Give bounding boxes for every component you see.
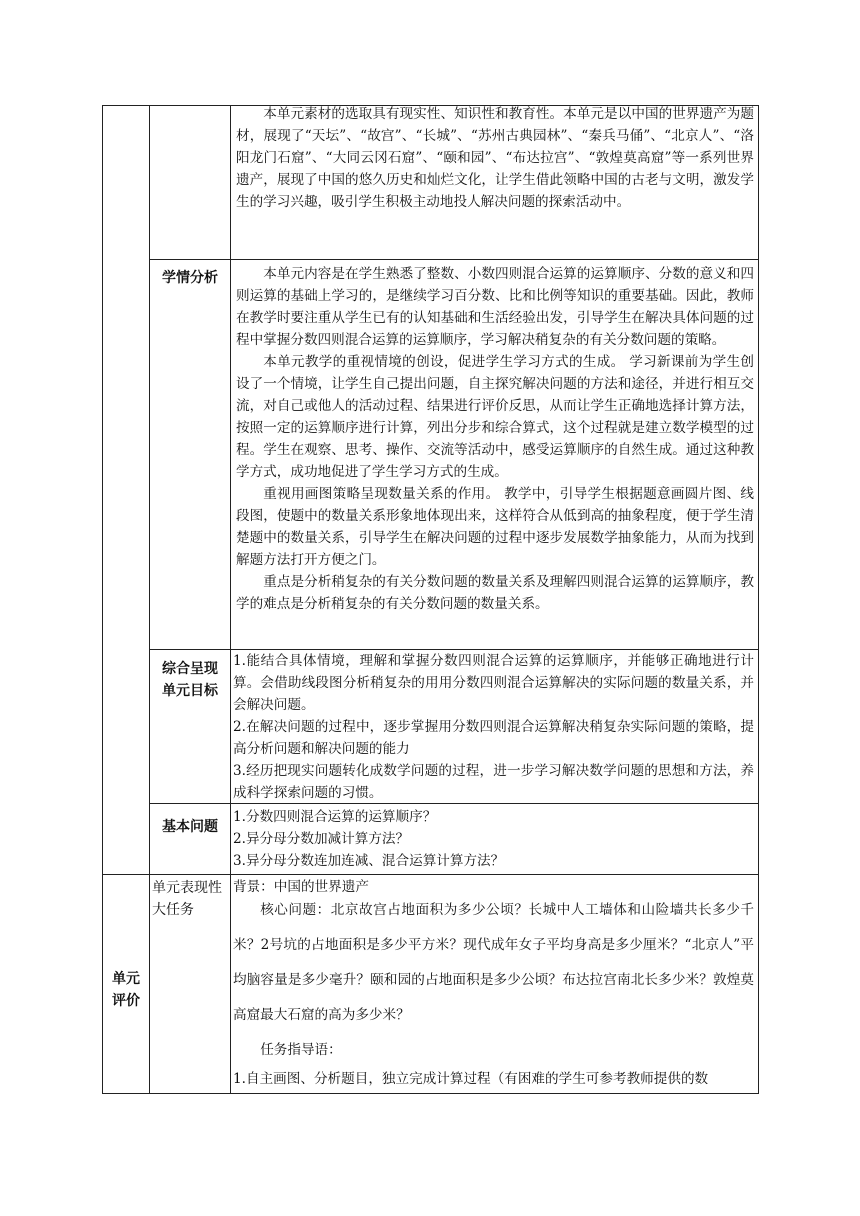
unit-goals-label-line1: 综合呈现 xyxy=(162,661,218,677)
basic-questions-label-text: 基本问题 xyxy=(162,819,218,835)
learning-analysis-paragraph-4: 重点是分析稍复杂的有关分数问题的数量关系及理解四则混合运算的运算顺序，教学的难点是分析稍复杂的有关分数问题的数量关系。 xyxy=(236,574,754,612)
performance-task-label xyxy=(152,877,230,927)
unit-evaluation-label xyxy=(103,960,149,1020)
unit-goal-item-2: 2.在解决问题的过程中，逐步掌握用分数四则混合运算解决稍复杂实际问题的策略，提高分析问题和解决问题的能力 xyxy=(233,719,754,757)
table-border-right xyxy=(758,105,759,1094)
performance-task-cell xyxy=(232,876,758,1093)
learning-analysis-paragraph-1: 本单元内容是在学生熟悉了整数、小数四则混合运算的运算顺序、分数的意义和四则运算的基础上学习的，是继续学习百分数、比和比例等知识的重要基础。因此，教师在教学时要注重从学生已有的认知基础和生活经验出发，引导学生在解决具体问题的过程中掌握分数四则混合运算的运算顺序，学习解决稍复杂的有关分数问题的策略。 xyxy=(236,266,754,348)
learning-analysis-label xyxy=(150,260,230,296)
task-core-question-text: 核心问题：北京故宫占地面积为多少公顷？长城中人工墙体和山险墙共长多少千米？2号坑的占地面积是多少平方米？现代成年女子平均身高是多少厘米？“北京人”平均脑容量是多少毫升？颐和园的占地面积是多少公顷？布达拉宫南北长多少米？敦煌莫高窟最大石窟的高为多少米？ xyxy=(233,902,754,1023)
basic-questions-label xyxy=(150,804,230,850)
table-border-left xyxy=(102,105,103,1094)
unit-goals-label xyxy=(150,650,230,710)
unit-goals-label-line2: 单元目标 xyxy=(162,683,218,699)
learning-analysis-paragraph-3: 重视用画图策略呈现数量关系的作用。 教学中，引导学生根据题意画圆片图、线段图，使题中的数量关系形象地体现出来，这样符合从低到高的抽象程度，便于学生清楚题中的数量关系，引导学生在解决问题的过程中逐步发展数学抽象能力，从而为找到解题方法打开方便之门。 xyxy=(236,486,754,568)
basic-questions-cell xyxy=(232,806,758,874)
basic-question-item-2: 2.异分母分数加减计算方法？ xyxy=(233,831,410,847)
performance-task-label-line2: 大任务 xyxy=(152,902,194,918)
task-guide-title: 任务指导语： xyxy=(260,1042,342,1058)
learning-analysis-paragraph-2: 本单元教学的重视情境的创设，促进学生学习方式的生成。 学习新课前为学生创设了一个情境，让学生自己提出问题，自主探究解决问题的方法和途径，并进行相互交流，对自己或他人的活动过程、结果进行评价反思，从而让学生正确地选择计算方法，按照一定的运算顺序进行计算，列出分步和综合算式，这个过程就是建立数学模型的过程。学生在观察、思考、操作、交流等活动中，感受运算顺序的自然生成。通过这种教学方式，成功地促进了学生学习方式的生成。 xyxy=(236,354,754,480)
performance-task-label-line1: 单元表现性 xyxy=(152,880,222,896)
row-divider-4 xyxy=(102,874,759,875)
learning-analysis-label-text: 学情分析 xyxy=(162,270,218,286)
task-guide-item-1: 1.自主画图、分析题目，独立完成计算过程（有困难的学生可参考教师提供的数 xyxy=(233,1071,709,1087)
basic-question-item-1: 1.分数四则混合运算的运算顺序？ xyxy=(233,809,437,825)
unit-goal-item-1: 1.能结合具体情境，理解和掌握分数四则混合运算的运算顺序，并能够正确地进行计算。会借助线段图分析稍复杂的用用分数四则混合运算解决的实际问题的数量关系，并会解决问题。 xyxy=(233,653,754,713)
task-background-text: 背景：中国的世界遗产 xyxy=(233,879,369,895)
unit-evaluation-label-line1: 单元 xyxy=(112,971,140,987)
material-description-cell xyxy=(232,103,758,259)
material-description-text: 本单元素材的选取具有现实性、知识性和教育性。本单元是以中国的世界遗产为题材，展现了“天坛”、“故宫”、“长城”、“苏州古典园林”、“秦兵马俑”、“北京人”、“洛阳龙门石窟”、“大同云冈石窟”、“颐和园”、“布达拉宫”、“敦煌莫高窟”等一系列世界遗产，展现了中国的悠久历史和灿烂文化，让学生借此领略中国的古老与文明，激发学生的学习兴趣，吸引学生积极主动地投人解决问题的探索活动中。 xyxy=(236,106,754,210)
unit-goals-cell xyxy=(232,650,758,803)
basic-question-item-3: 3.异分母分数连加连减、混合运算计算方法？ xyxy=(233,853,505,869)
table-border-col2 xyxy=(230,105,231,1094)
learning-analysis-cell xyxy=(232,263,758,649)
row-divider-1 xyxy=(149,259,759,260)
unit-evaluation-label-line2: 评价 xyxy=(112,993,140,1009)
table-border-col1 xyxy=(149,105,150,1094)
table-border-bottom xyxy=(102,1093,759,1094)
unit-goal-item-3: 3.经历把现实问题转化成数学问题的过程，进一步学习解决数学问题的思想和方法，养成科学探索问题的习惯。 xyxy=(233,763,754,801)
